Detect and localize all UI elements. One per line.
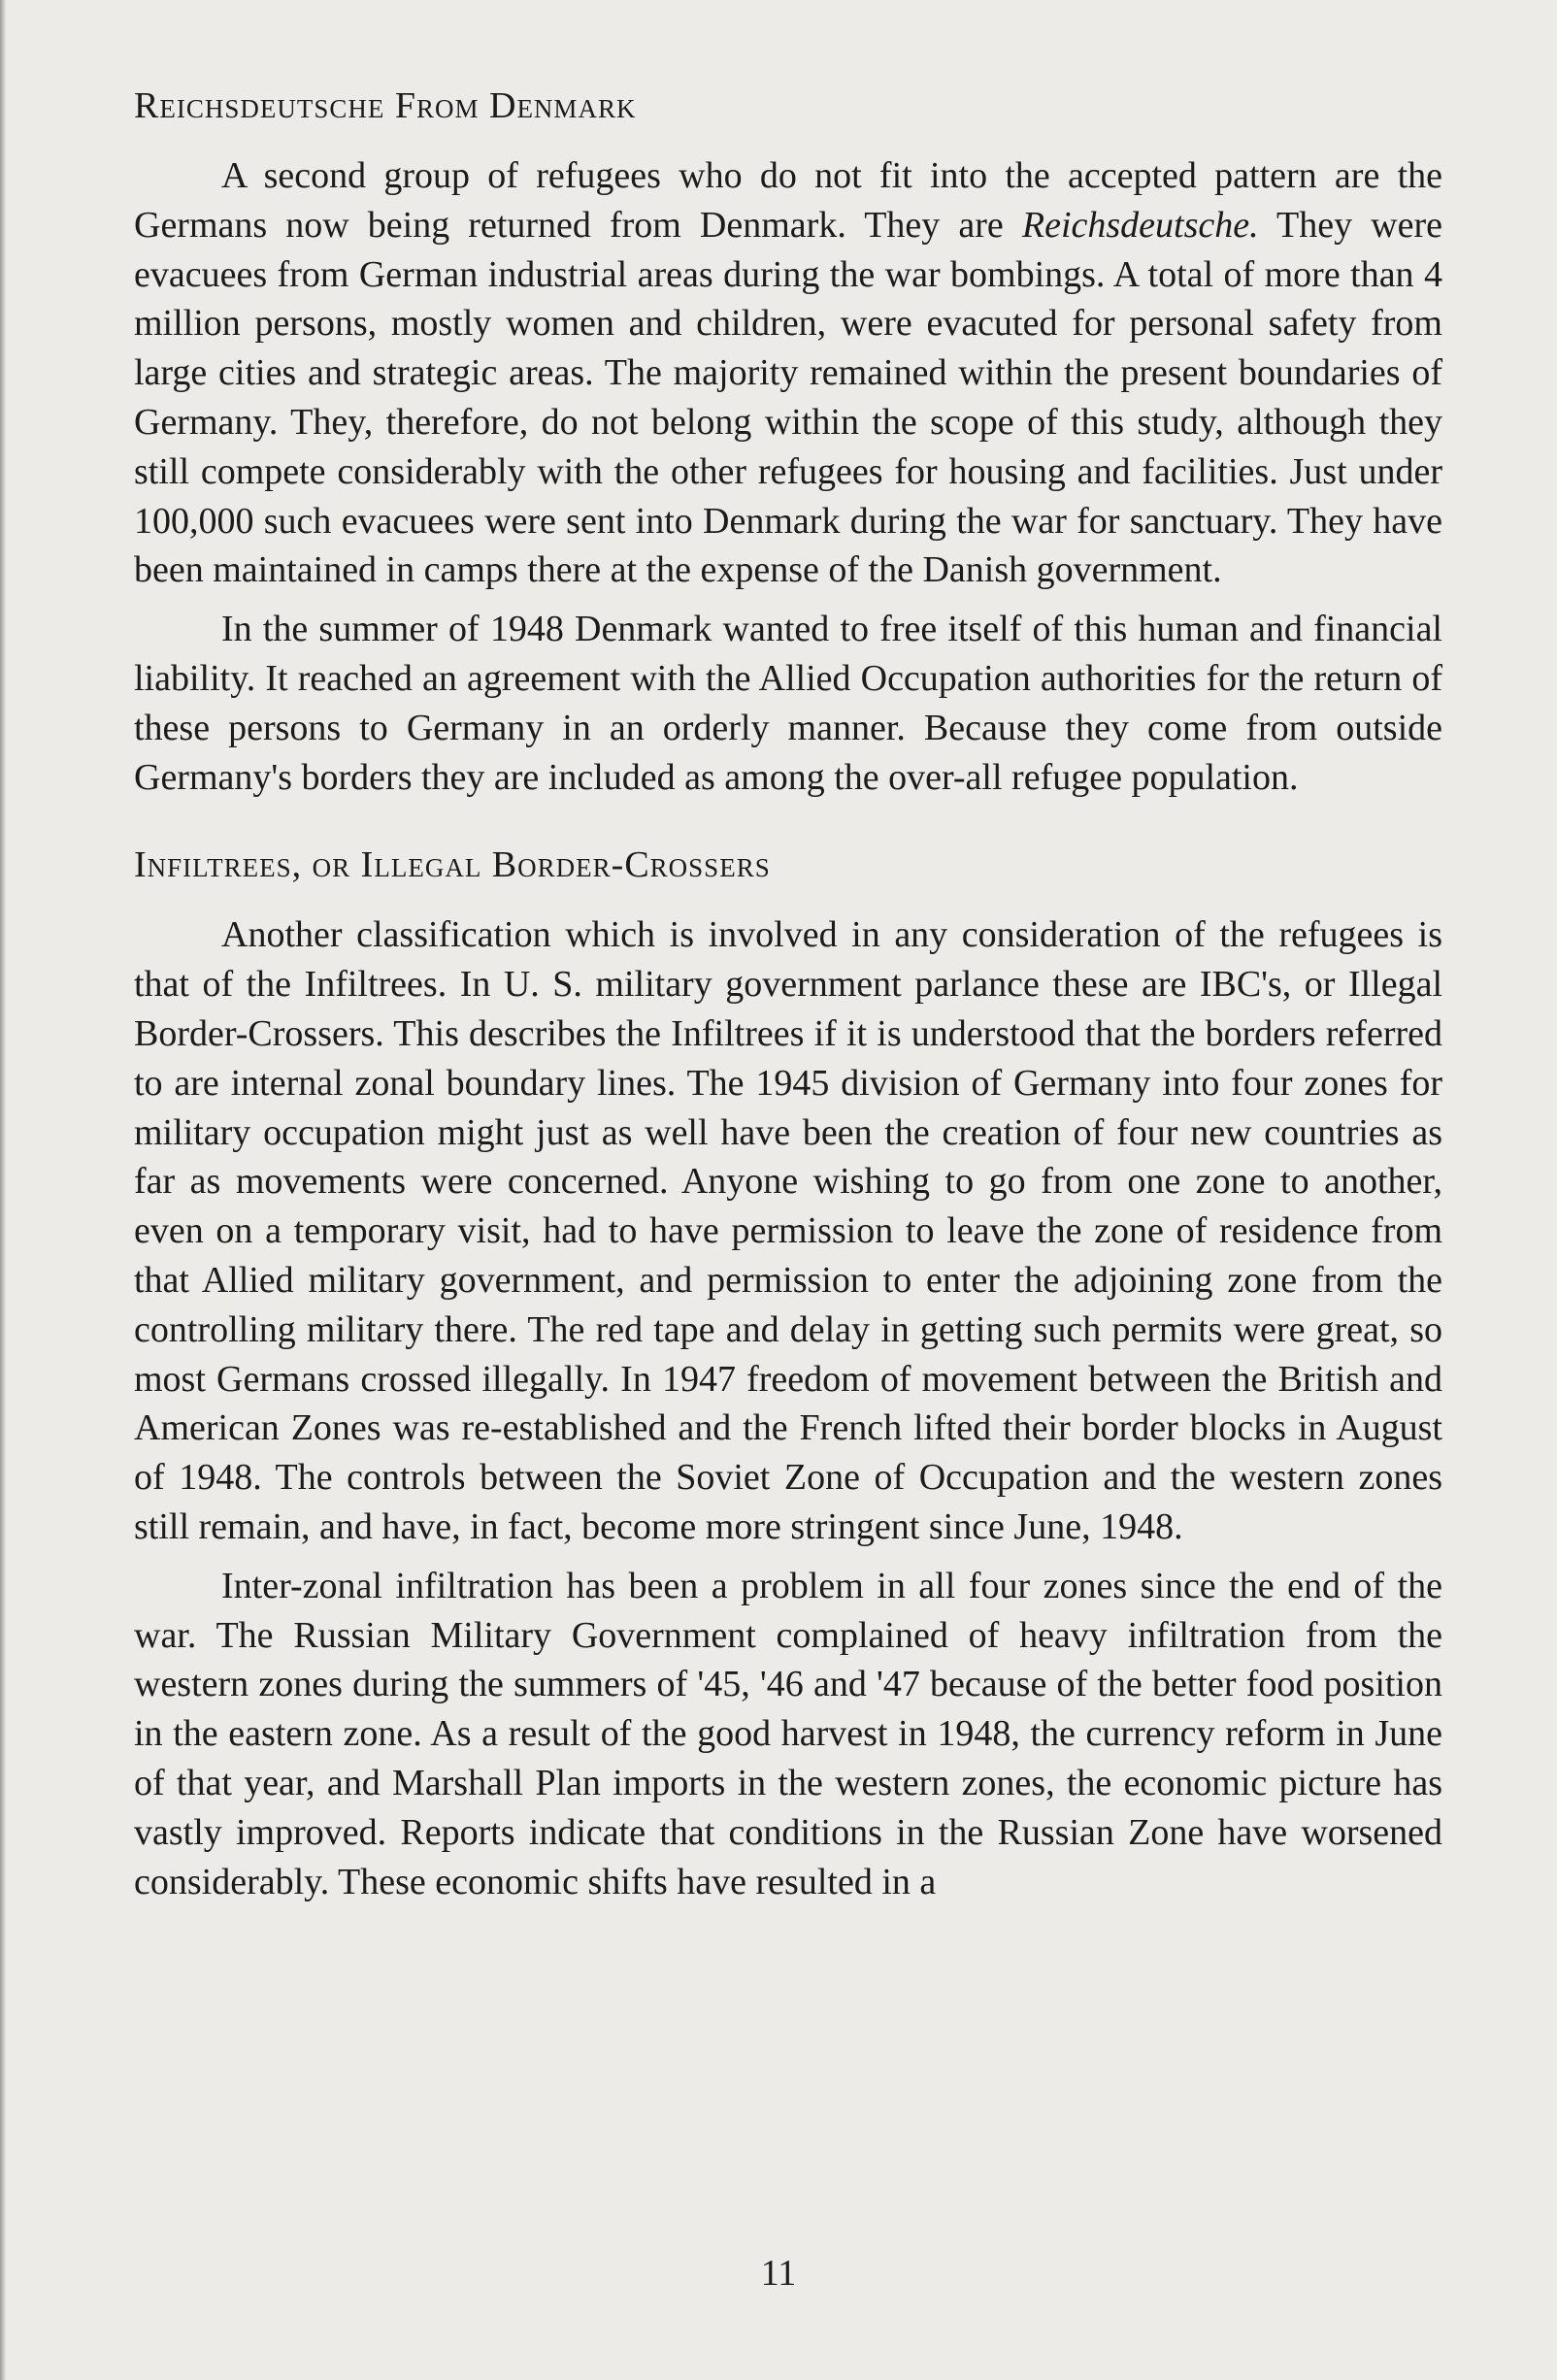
paragraph-denmark-return: In the summer of 1948 Denmark wanted to free itself of this human and financial liability. It reached an agreement with the Allied Occupation authorities for the return of these persons to Germany in an orderly manner. Because they come from outside Germany's borders they are included as among the over-all refugee population. (134, 609, 1442, 798)
section-heading-reichsdeutsche: Reichsdeutsche From Denmark (134, 85, 637, 126)
page-body (134, 82, 1442, 1916)
section-heading-infiltrees: Infiltrees, or Illegal Border-Crossers (134, 844, 771, 886)
paragraph-text: They were evacuees from German industrial areas during the war bombings. A total of more than 4 million persons, mostly women and children, were evacuted for personal safety from large cities and strategic areas. The majority remained within the present boundaries of Germany. They, therefore, do not belong within the scope of this study, although they still compete considerably with the other refugees for housing and facilities. Just under 100,000 such evacuees were sent into Denmark during the war for sanctuary. They have been maintained in camps there at the expense of the Danish government. (134, 204, 1442, 591)
emphasis-reichsdeutsche: Reichsdeutsche. (1021, 204, 1259, 246)
paragraph-text: A second group of refugees who do not fit into the accepted pattern are the Germans now being returned from Denmark. They are (134, 155, 1442, 246)
paragraph-inter-zonal-infiltration: Inter-zonal infiltration has been a problem in all four zones since the end of the war. The Russian Military Government complained of heavy infiltration from the western zones during the summers of '45, '46 and '47 because of the better food position in the eastern zone. As a result of the good harvest in 1948, the currency reform in June of that year, and Marshall Plan imports in the western zones, the economic picture has vastly improved. Reports indicate that conditions in the Russian Zone have worsened considerably. These economic shifts have resulted in a (134, 1565, 1442, 1902)
paragraph-infiltrees-classification: Another classification which is involved in any consideration of the refugees is that of the Infiltrees. In U. S. military government parlance these are IBC's, or Illegal Border-Crossers. This describes the Infiltrees if it is understood that the borders referred to are internal zonal boundary lines. The 1945 division of Germany into four zones for military occupation might just as well have been the creation of four new countries as far as movements were concerned. Anyone wishing to go from one zone to another, even on a temporary visit, had to have permission to leave the zone of residence from that Allied military government, and permission to enter the adjoining zone from the controlling military there. The red tape and delay in getting such permits were great, so most Germans crossed illegally. In 1947 freedom of movement between the British and American Zones was re-established and the French lifted their border blocks in August of 1948. The controls between the Soviet Zone of Occupation and the western zones still remain, and have, in fact, become more stringent since June, 1948. (134, 914, 1442, 1547)
page-edge (0, 0, 6, 2380)
page-number: 11 (760, 2253, 797, 2294)
paragraph-reichsdeutsche-intro (134, 151, 1442, 595)
